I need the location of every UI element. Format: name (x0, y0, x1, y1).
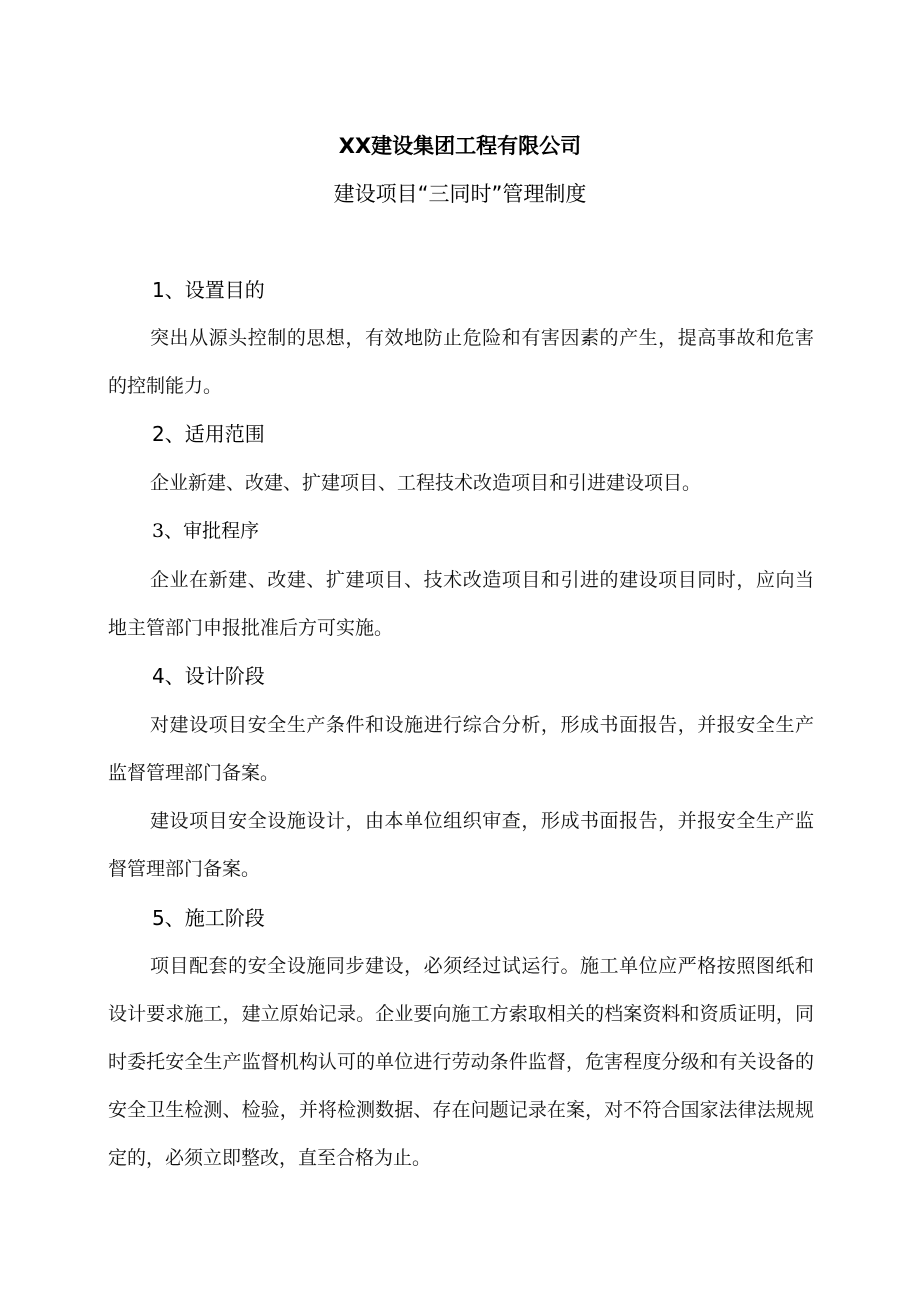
section-2-paragraph: 企业新建、改建、扩建项目、工程技术改造项目和引进建设项目。 (150, 472, 702, 494)
section-3-paragraph: 企业在新建、改建、扩建项目、技术改造项目和引进的建设项目同时，应向当地主管部门申报批准后方可实施。 (108, 569, 814, 639)
section-5-paragraph: 项目配套的安全设施同步建设，必须经过试运行。施工单位应严格按照图纸和设计要求施工，建立原始记录。企业要向施工方索取相关的档案资料和资质证明，同时委托安全生产监督机构认可的单位进行劳动条件监督，危害程度分级和有关设备的安全卫生检测、检验，并将检测数据、存在问题记录在案，对不符合国家法律法规规定的，必须立即整改，直至合格为止。 (108, 955, 814, 1169)
document-title: 建设项目“三同时”管理制度 (333, 182, 587, 206)
section-4-paragraph-1: 对建设项目安全生产条件和设施进行综合分析，形成书面报告，并报安全生产监督管理部门备案。 (108, 714, 814, 784)
company-title: XX建设集团工程有限公司 (338, 134, 582, 158)
section-heading-2: 2、适用范围 (152, 422, 265, 446)
section-4-paragraph-2: 建设项目安全设施设计，由本单位组织审查，形成书面报告，并报安全生产监督管理部门备案。 (108, 810, 814, 880)
section-heading-4: 4、设计阶段 (152, 664, 265, 688)
section-heading-1: 1、设置目的 (152, 278, 265, 302)
section-1-paragraph: 突出从源头控制的思想，有效地防止危险和有害因素的产生，提高事故和危害的控制能力。 (108, 327, 814, 397)
section-heading-5: 5、施工阶段 (152, 906, 265, 930)
section-heading-3: 3、审批程序 (152, 520, 260, 542)
